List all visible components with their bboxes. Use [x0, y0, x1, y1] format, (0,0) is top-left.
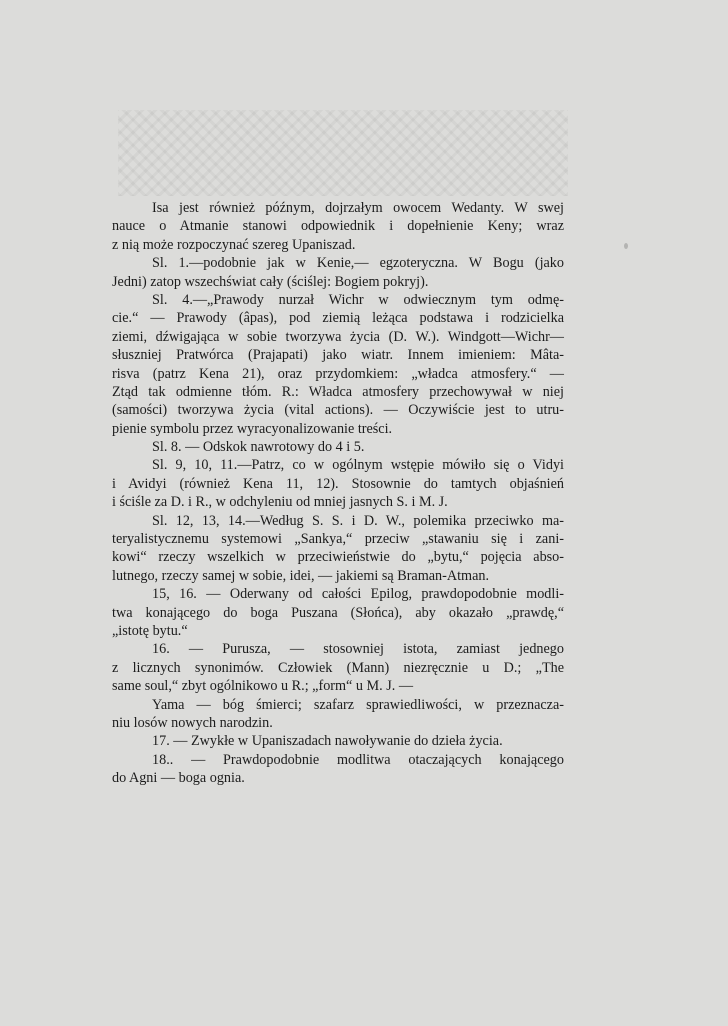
text-line: Jedni) zatop wszechświat cały (ściślej: Bogiem pokryj). — [112, 273, 429, 290]
text-line: kowi“ rzeczy wszelkich w przeciwieństwie do „bytu,“ pojęcia abso- — [112, 549, 564, 566]
paragraph-sl-4 — [112, 291, 564, 438]
text-line: twa konającego do boga Puszana (Słońca), aby okazało „prawdę,“ — [112, 604, 564, 621]
paragraph-yama — [112, 696, 564, 733]
text-line: 15, 16. — Oderwany od całości Epilog, prawdopodobnie modli- — [152, 586, 564, 603]
text-line: Sl. 1.—podobnie jak w Kenie,— egzoteryczna. W Bogu (jako — [152, 255, 564, 272]
text-line: same soul,“ zbyt ogólnikowo u R.; „form“ u M. J. — — [112, 678, 414, 695]
text-line: 17. — Zwykłe w Upaniszadach nawoływanie do dzieła życia. — [152, 733, 503, 750]
paragraph-16 — [112, 640, 564, 695]
paragraph-18 — [112, 751, 564, 788]
paragraph-sl-9-11 — [112, 456, 564, 511]
paragraph-17 — [112, 732, 564, 750]
text-line: ziemi, dźwigająca w sobie tworzywa życia (D. W.). Windgott—Wichr— — [112, 328, 564, 345]
text-line: i ściśle za D. i R., w odchyleniu od mniej jasnych S. i M. J. — [112, 494, 448, 511]
show-through-ornament — [118, 110, 568, 196]
text-line: cie.“ — Prawody (âpas), pod ziemią leżąca podstawa i rodzicielka — [112, 310, 564, 327]
text-line: teryalistycznemu systemowi „Sankya,“ przeciw „stawaniu się i zani- — [112, 531, 564, 548]
text-line: lutnego, rzeczy samej w sobie, idei, — jakiemi są Braman-Atman. — [112, 567, 490, 584]
paragraph-sl-1 — [112, 254, 564, 291]
text-line: „istotę bytu.“ — [112, 622, 188, 639]
text-line: z licznych synonimów. Człowiek (Mann) niezręcznie u D.; „The — [112, 659, 564, 676]
text-line: z nią może rozpoczynać szereg Upaniszad. — [112, 236, 356, 253]
text-line: nauce o Atmanie stanowi odpowiednik i dopełnienie Keny; wraz — [112, 218, 564, 235]
page-text — [112, 199, 564, 788]
paragraph-sl-8 — [112, 438, 564, 456]
text-line: Sl. 9, 10, 11.—Patrz, co w ogólnym wstępie mówiło się o Vidyi — [152, 457, 564, 474]
text-line: 16. — Purusza, — stosowniej istota, zamiast jednego — [152, 641, 564, 658]
text-line: Yama — bóg śmierci; szafarz sprawiedliwości, w przeznacza- — [152, 696, 564, 713]
text-line: Sl. 12, 13, 14.—Według S. S. i D. W., polemika przeciwko ma- — [152, 512, 564, 529]
text-line: i Avidyi (również Kena 11, 12). Stosownie do tamtych objaśnień — [112, 475, 564, 492]
text-line: risva (patrz Kena 21), oraz przydomkiem: „władca atmosfery.“ — — [112, 365, 564, 382]
paragraph-isa — [112, 199, 564, 254]
text-line: (samości) tworzywa życia (vital actions). — Oczywiście jest to utru- — [112, 402, 564, 419]
text-line: niu losów nowych narodzin. — [112, 714, 273, 731]
text-line: Sl. 8. — Odskok nawrotowy do 4 i 5. — [152, 439, 365, 456]
text-line: Isa jest również późnym, dojrzałym owocem Wedanty. W swej — [152, 200, 564, 216]
text-line: do Agni — boga ognia. — [112, 770, 245, 787]
paper-speck — [624, 243, 628, 249]
text-line: słuszniej Pratwórca (Prajapati) jako wiatr. Innem imieniem: Mâta- — [112, 347, 564, 364]
text-line: pienie symbolu przez wyracyonalizowanie treści. — [112, 420, 393, 437]
text-line: 18.. — Prawdopodobnie modlitwa otaczających konającego — [152, 751, 564, 768]
paragraph-sl-12-14 — [112, 512, 564, 586]
paragraph-15-16 — [112, 585, 564, 640]
text-line: Sl. 4.—„Prawody nurzał Wichr w odwiecznym tym odmę- — [152, 291, 564, 308]
text-line: Ztąd tak odmienne tłóm. R.: Władca atmosfery przechowywał w niej — [112, 383, 564, 400]
